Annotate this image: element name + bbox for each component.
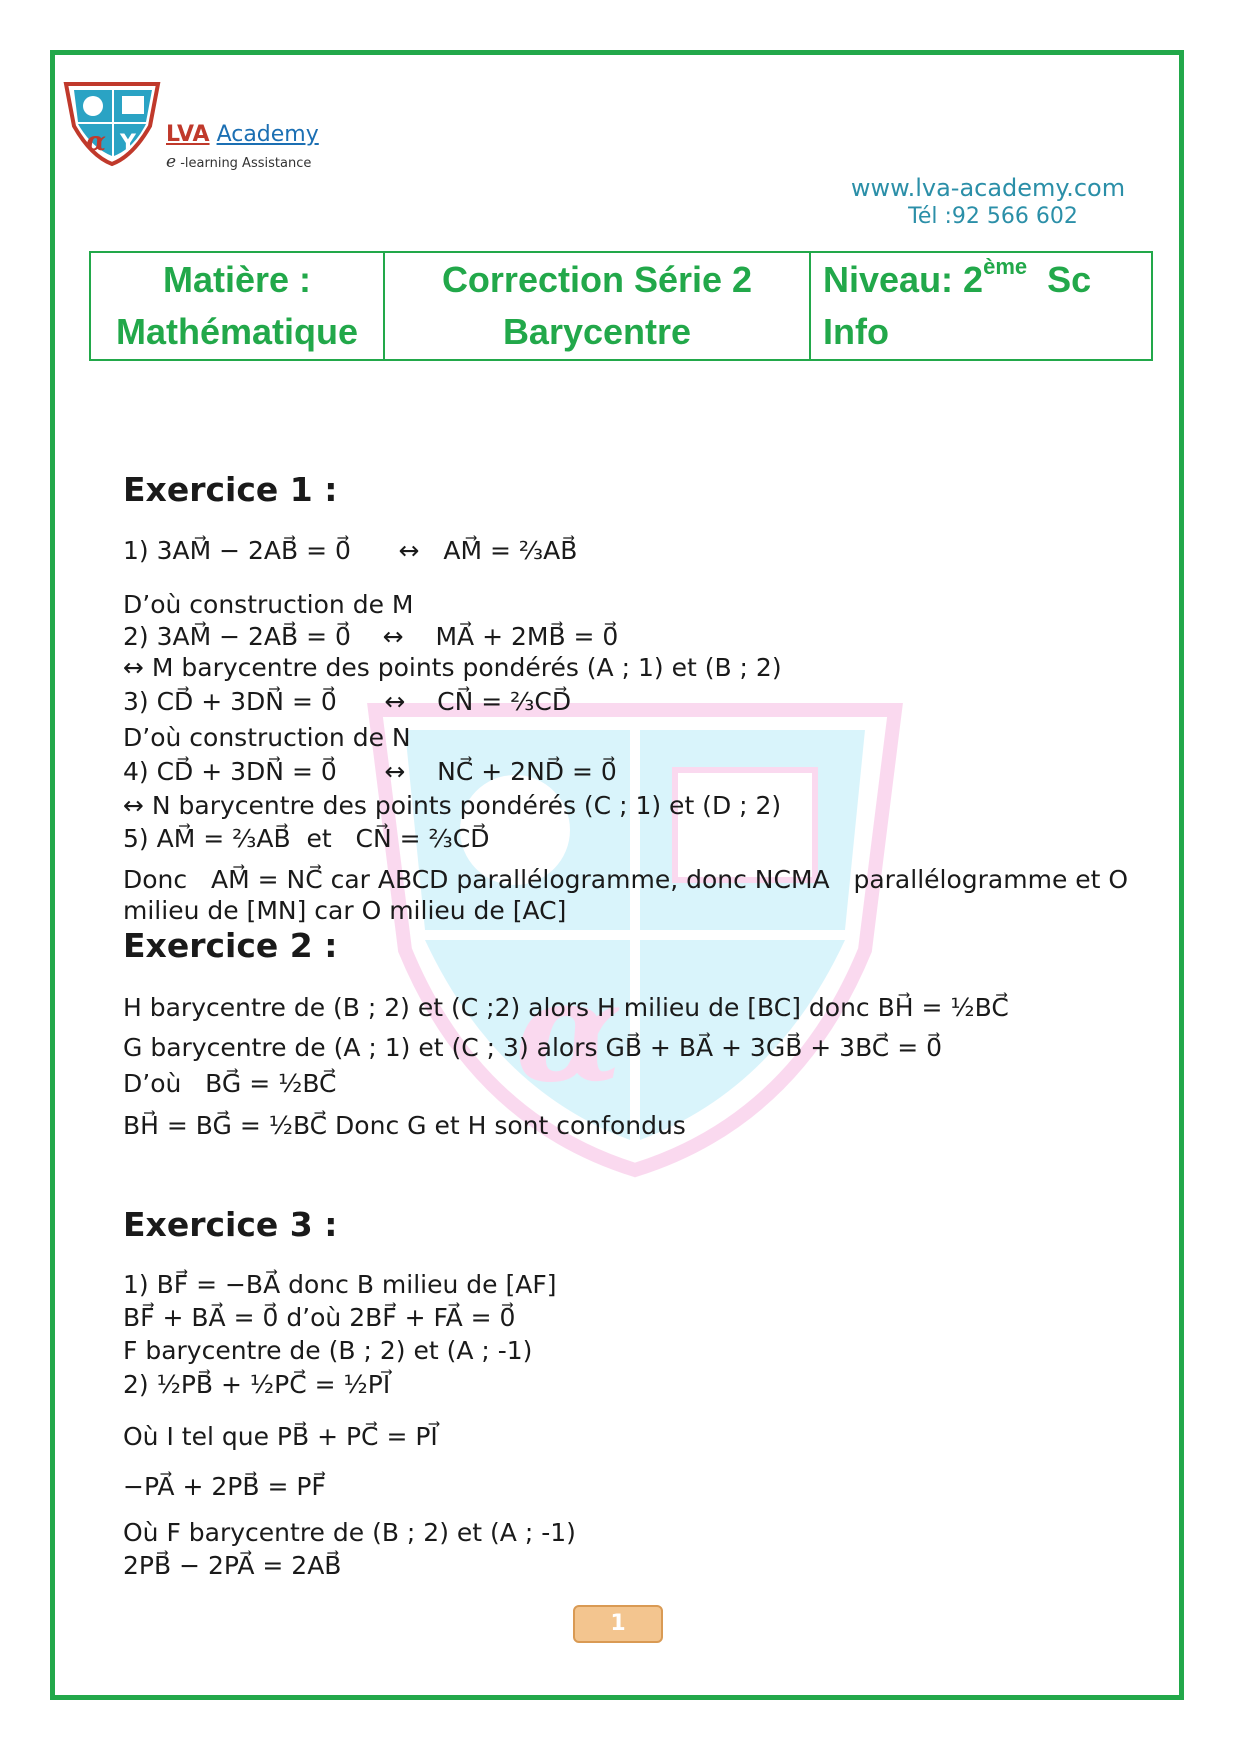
level-prefix: Niveau: 2: [823, 259, 984, 300]
exercise-line: 2) ½PB⃗ + ½PC⃗ = ½PI⃗: [123, 1370, 391, 1399]
exercise-line: BF⃗ + BA⃗ = 0⃗ d’où 2BF⃗ + FA⃗ = 0⃗: [123, 1303, 516, 1332]
exercise-line: Où F barycentre de (B ; 2) et (A ; -1): [123, 1518, 576, 1547]
subject-value: Mathématique: [115, 311, 359, 352]
title-line2: Barycentre: [502, 311, 692, 352]
level-suffix: Sc: [1027, 259, 1092, 300]
title-cell: [384, 252, 810, 360]
exercise-line: 2PB⃗ − 2PA⃗ = 2AB⃗: [123, 1551, 342, 1580]
title-line1: Correction Série 2: [441, 259, 753, 300]
svg-text:α: α: [86, 127, 107, 157]
exercise-line: BH⃗ = BG⃗ = ½BC⃗ Donc G et H sont confondus: [123, 1111, 686, 1140]
exercise-line: ↔ M barycentre des points pondérés (A ; 1) et (B ; 2): [123, 653, 782, 682]
exercise-line: G barycentre de (A ; 1) et (C ; 3) alors GB⃗ + BA⃗ + 3GB⃗ + 3BC⃗ = 0⃗: [123, 1033, 943, 1062]
exercise-title: Exercice 3 :: [123, 1205, 338, 1244]
exercise-line: 2) 3AM⃗ − 2AB⃗ = 0⃗ ↔ MA⃗ + 2MB⃗ = 0⃗: [123, 622, 619, 651]
website-link[interactable]: www.lva-academy.com: [850, 174, 1126, 202]
svg-text:α: α: [515, 950, 623, 1114]
level-line2: Info: [823, 311, 889, 352]
exercise-line: ↔ N barycentre des points pondérés (C ; 1) et (D ; 2): [123, 791, 782, 820]
exercise-line: 1) 3AM⃗ − 2AB⃗ = 0⃗ ↔ AM⃗ = ⅔AB⃗: [123, 536, 578, 565]
lva-logo-icon: [58, 78, 168, 168]
subject-cell: [90, 252, 384, 360]
exercise-line: milieu de [MN] car O milieu de [AC]: [123, 896, 567, 925]
brand-name: [166, 122, 319, 147]
exercise-line: Où I tel que PB⃗ + PC⃗ = PI⃗: [123, 1422, 438, 1451]
brand-lva: LVA: [166, 122, 210, 147]
brand-academy: Academy: [216, 122, 319, 147]
exercise-line: 1) BF⃗ = −BA⃗ donc B milieu de [AF]: [123, 1270, 557, 1299]
level-sup: ème: [983, 254, 1028, 279]
level-cell: [810, 252, 1152, 360]
exercise-title: Exercice 2 :: [123, 926, 338, 965]
header-table: [89, 251, 1153, 361]
subject-label: Matière :: [162, 259, 312, 300]
exercise-line: 4) CD⃗ + 3DN⃗ = 0⃗ ↔ NC⃗ + 2ND⃗ = 0⃗: [123, 757, 617, 786]
exercise-line: 5) AM⃗ = ⅔AB⃗ et CN⃗ = ⅔CD⃗: [123, 824, 490, 853]
svg-text:Y: Y: [120, 131, 136, 156]
phone-number: Tél :92 566 602: [908, 204, 1078, 229]
exercise-line: F barycentre de (B ; 2) et (A ; -1): [123, 1336, 533, 1365]
exercise-line: D’où construction de M: [123, 590, 414, 619]
exercise-title: Exercice 1 :: [123, 470, 338, 509]
exercise-line: −PA⃗ + 2PB⃗ = PF⃗: [123, 1472, 326, 1501]
level-line1: [823, 254, 1150, 306]
exercise-line: D’où BG⃗ = ½BC⃗: [123, 1069, 337, 1098]
exercise-line: Donc AM⃗ = NC⃗ car ABCD parallélogramme, donc NCMA parallélogramme et O: [123, 865, 1129, 894]
exercise-line: 3) CD⃗ + 3DN⃗ = 0⃗ ↔ CN⃗ = ⅔CD⃗: [123, 687, 572, 716]
exercise-line: H barycentre de (B ; 2) et (C ;2) alors H milieu de [BC] donc BH⃗ = ½BC⃗: [123, 993, 1009, 1022]
tagline-text: -learning Assistance: [180, 156, 312, 171]
page-number-badge: 1: [573, 1605, 663, 1643]
brand-tagline: [166, 152, 311, 172]
exercise-line: D’où construction de N: [123, 723, 411, 752]
tagline-e: e: [166, 152, 177, 172]
